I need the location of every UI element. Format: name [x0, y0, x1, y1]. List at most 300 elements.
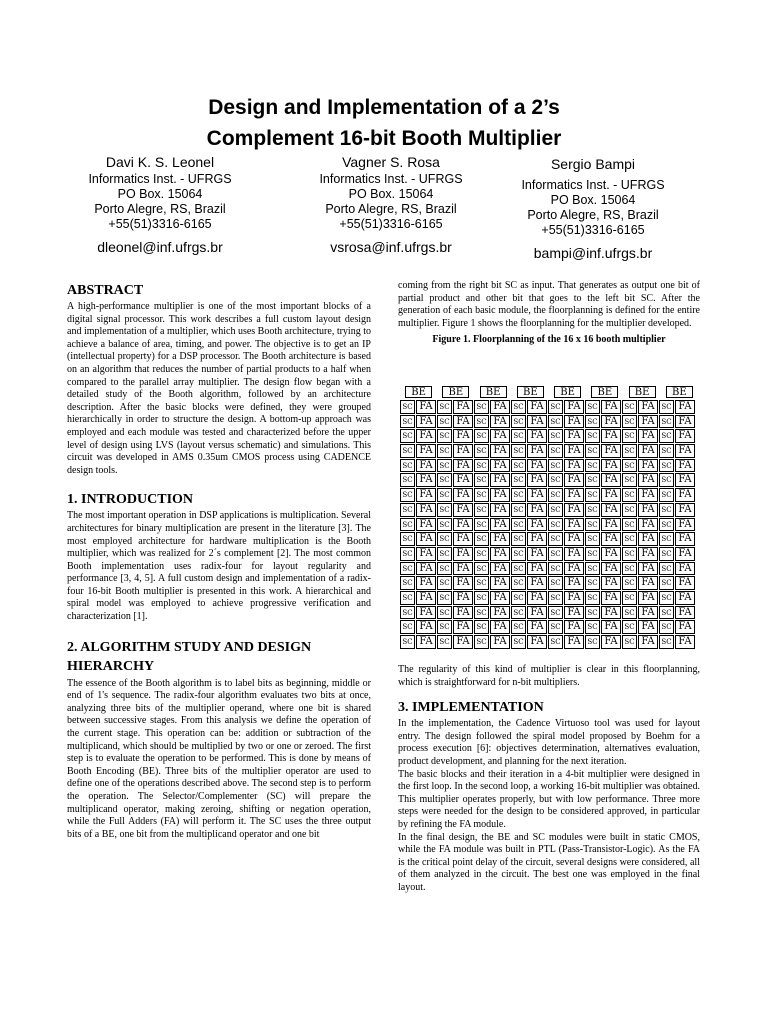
selector-complementer-cell: SC — [437, 532, 452, 546]
author-phone: +55(51)3316-6165 — [339, 217, 443, 231]
floorplan-row — [400, 606, 698, 621]
selector-complementer-cell: SC — [622, 620, 637, 634]
floorplan-row — [400, 459, 698, 474]
author-phone: +55(51)3316-6165 — [108, 217, 212, 231]
full-adder-cell: FA — [416, 459, 436, 473]
author-block-3 — [488, 155, 698, 262]
selector-complementer-cell: SC — [659, 635, 674, 649]
full-adder-cell: FA — [601, 532, 621, 546]
booth-encoder-block: BE — [629, 386, 656, 398]
full-adder-cell: FA — [564, 562, 584, 576]
selector-complementer-cell: SC — [437, 635, 452, 649]
selector-complementer-cell: SC — [511, 547, 526, 561]
author-phone: +55(51)3316-6165 — [541, 223, 645, 237]
selector-complementer-cell: SC — [622, 562, 637, 576]
full-adder-cell: FA — [638, 547, 658, 561]
selector-complementer-cell: SC — [548, 415, 563, 429]
selector-complementer-cell: SC — [474, 473, 489, 487]
full-adder-cell: FA — [601, 400, 621, 414]
full-adder-cell: FA — [453, 400, 473, 414]
full-adder-cell: FA — [527, 518, 547, 532]
full-adder-cell: FA — [453, 576, 473, 590]
full-adder-cell: FA — [675, 444, 695, 458]
author-email[interactable]: vsrosa@inf.ufrgs.br — [330, 239, 452, 255]
selector-complementer-cell: SC — [585, 429, 600, 443]
selector-complementer-cell: SC — [585, 488, 600, 502]
full-adder-cell: FA — [453, 620, 473, 634]
figure-caption: Figure 1. Floorplanning of the 16 x 16 booth multiplier — [432, 334, 666, 346]
author-email[interactable]: bampi@inf.ufrgs.br — [533, 245, 653, 261]
author-affiliation: Informatics Inst. - UFRGS — [521, 178, 665, 192]
selector-complementer-cell: SC — [437, 444, 452, 458]
full-adder-cell: FA — [490, 503, 510, 517]
full-adder-cell: FA — [601, 444, 621, 458]
full-adder-cell: FA — [453, 635, 473, 649]
floorplan-row — [400, 415, 698, 430]
full-adder-cell: FA — [453, 547, 473, 561]
full-adder-cell: FA — [416, 518, 436, 532]
full-adder-cell: FA — [675, 518, 695, 532]
selector-complementer-cell: SC — [659, 591, 674, 605]
full-adder-cell: FA — [601, 576, 621, 590]
full-adder-cell: FA — [564, 591, 584, 605]
full-adder-cell: FA — [527, 415, 547, 429]
selector-complementer-cell: SC — [400, 620, 415, 634]
selector-complementer-cell: SC — [437, 591, 452, 605]
full-adder-cell: FA — [527, 562, 547, 576]
full-adder-cell: FA — [675, 503, 695, 517]
full-adder-cell: FA — [564, 620, 584, 634]
selector-complementer-cell: SC — [622, 473, 637, 487]
full-adder-cell: FA — [564, 400, 584, 414]
author-po-box: PO Box. 15064 — [117, 187, 203, 201]
floorplan-row — [400, 488, 698, 503]
full-adder-cell: FA — [490, 459, 510, 473]
full-adder-cell: FA — [490, 518, 510, 532]
author-block-1 — [55, 153, 265, 256]
selector-complementer-cell: SC — [437, 459, 452, 473]
full-adder-cell: FA — [527, 503, 547, 517]
full-adder-cell: FA — [490, 532, 510, 546]
selector-complementer-cell: SC — [437, 503, 452, 517]
full-adder-cell: FA — [527, 429, 547, 443]
full-adder-cell: FA — [675, 488, 695, 502]
full-adder-cell: FA — [416, 591, 436, 605]
full-adder-cell: FA — [675, 415, 695, 429]
floorplan-row — [400, 576, 698, 591]
selector-complementer-cell: SC — [400, 488, 415, 502]
full-adder-cell: FA — [453, 503, 473, 517]
selector-complementer-cell: SC — [622, 444, 637, 458]
selector-complementer-cell: SC — [659, 562, 674, 576]
left-column — [67, 282, 371, 841]
introduction-text: The most important operation in DSP applications is multiplication. Several architectures for binary multiplication are present in the literature [3]. The most employed architecture for hardware multiplication is the Booth multiplier, which was realized for 2´s complement [2]. The most common Booth implementation uses radix-four for layout regularity and performance [3, 4, 5]. A full custom design and implementation of a radix-four 16-bit Booth multiplier is presented in this work. A hierarchical and spiral model was employed to achieve progressive verification and characterization [1]. — [67, 510, 371, 623]
full-adder-cell: FA — [527, 606, 547, 620]
selector-complementer-cell: SC — [585, 576, 600, 590]
abstract-text: A high-performance multiplier is one of the most important blocks of a digital signal processor. This work describes a full custom layout design and implementation of a multiplier, which uses Booth architecture, trying to achieve a balance of area, timing, and power. The objective is to get an IP (intellectual property) for a DSP processor. The Booth architecture is based on an algorithm that reduces the number of partial products to a half when compared to the parallel array multiplier. The design flow began with a detailed study of the Booth algorithm, followed by an architecture description. After the basic blocks were defined, they were grouped hierarchically in order to structure the design. A bottom-up approach was employed and each module was tested and characterized before the upper level of design using LVS (layout versus schematic) and simulations. This circuit was developed in AMS 0.35um CMOS process using CADENCE design tools. — [67, 301, 371, 476]
full-adder-cell: FA — [601, 473, 621, 487]
full-adder-cell: FA — [638, 429, 658, 443]
full-adder-cell: FA — [527, 576, 547, 590]
selector-complementer-cell: SC — [474, 635, 489, 649]
selector-complementer-cell: SC — [622, 415, 637, 429]
selector-complementer-cell: SC — [400, 415, 415, 429]
algorithm-text: The essence of the Booth algorithm is to label bits as beginning, middle or end of 1's sequence. The radix-four algorithm evaluates two bits at once, analyzing three bits of the multiplier operand, where one bit is shared between successive stages. From this analysis we define the operation of the current stage. This operation can be: addition or subtraction of the multiplicand, which should be multiplied by two or one or zeroed. The first step is to evaluate the operation to be performed. This is done by means of Booth Encoding (BE). Three bits of the multiplier operator are used to define one of the operations described above. The second step is to perform the operation. The Selector/Complementer (SC) will prepare the multiplicand operator, making zeroing, shifting or negation operation, while the Full Adders (FA) will perform it. The SC uses the three output bits of a BE, one bit from the multiplicand operator and one bit — [67, 677, 371, 840]
selector-complementer-cell: SC — [659, 620, 674, 634]
algorithm-heading: 2. ALGORITHM STUDY AND DESIGN HIERARCHY — [67, 639, 312, 674]
selector-complementer-cell: SC — [400, 562, 415, 576]
selector-complementer-cell: SC — [400, 429, 415, 443]
full-adder-cell: FA — [527, 620, 547, 634]
full-adder-cell: FA — [453, 532, 473, 546]
author-name: Davi K. S. Leonel — [105, 154, 215, 170]
algorithm-text-continued: coming from the right bit SC as input. That generates as output one bit of partial product and other bit that goes to the left bit SC. After the generation of each basic module, the floorplanning is defined for the entire multiplier. Figure 1 shows the floorplanning for the multiplier developed. — [398, 280, 700, 329]
full-adder-cell: FA — [527, 459, 547, 473]
full-adder-cell: FA — [675, 576, 695, 590]
full-adder-cell: FA — [416, 429, 436, 443]
selector-complementer-cell: SC — [659, 400, 674, 414]
author-name: Vagner S. Rosa — [342, 154, 440, 170]
full-adder-cell: FA — [675, 473, 695, 487]
selector-complementer-cell: SC — [659, 459, 674, 473]
author-name: Sergio Bampi — [550, 156, 636, 172]
implementation-paragraph-3: In the final design, the BE and SC modules were built in static CMOS, while the FA module was built in PTL (Pass-Transistor-Logic). As the FA is the critical point delay of the circuit, several designs were considered, all of them analyzed in the circuit. The best one was employed in the final layout. — [398, 831, 700, 893]
full-adder-cell: FA — [416, 532, 436, 546]
floorplan-row — [400, 503, 698, 518]
full-adder-cell: FA — [564, 606, 584, 620]
selector-complementer-cell: SC — [585, 606, 600, 620]
selector-complementer-cell: SC — [585, 518, 600, 532]
selector-complementer-cell: SC — [400, 576, 415, 590]
full-adder-cell: FA — [638, 503, 658, 517]
selector-complementer-cell: SC — [548, 635, 563, 649]
selector-complementer-cell: SC — [474, 400, 489, 414]
selector-complementer-cell: SC — [622, 459, 637, 473]
full-adder-cell: FA — [490, 444, 510, 458]
full-adder-cell: FA — [453, 488, 473, 502]
full-adder-cell: FA — [416, 620, 436, 634]
selector-complementer-cell: SC — [622, 429, 637, 443]
full-adder-cell: FA — [416, 444, 436, 458]
selector-complementer-cell: SC — [548, 488, 563, 502]
author-affiliation: Informatics Inst. - UFRGS — [88, 172, 232, 186]
full-adder-cell: FA — [638, 459, 658, 473]
selector-complementer-cell: SC — [511, 606, 526, 620]
author-po-box: PO Box. 15064 — [348, 187, 434, 201]
full-adder-cell: FA — [564, 429, 584, 443]
selector-complementer-cell: SC — [400, 547, 415, 561]
full-adder-cell: FA — [490, 576, 510, 590]
selector-complementer-cell: SC — [548, 400, 563, 414]
selector-complementer-cell: SC — [622, 635, 637, 649]
selector-complementer-cell: SC — [622, 591, 637, 605]
selector-complementer-cell: SC — [622, 576, 637, 590]
booth-encoder-block: BE — [442, 386, 469, 398]
selector-complementer-cell: SC — [437, 473, 452, 487]
booth-encoder-row — [400, 386, 698, 400]
booth-encoder-block: BE — [666, 386, 693, 398]
selector-complementer-cell: SC — [585, 562, 600, 576]
full-adder-cell: FA — [416, 415, 436, 429]
selector-complementer-cell: SC — [400, 459, 415, 473]
floorplan-row — [400, 429, 698, 444]
selector-complementer-cell: SC — [622, 518, 637, 532]
paper-title — [60, 92, 708, 154]
selector-complementer-cell: SC — [659, 547, 674, 561]
implementation-paragraph-2: The basic blocks and their iteration in a 4-bit multiplier were designed in the first loop. In the second loop, a working 16-bit multiplier was obtained. This multiplier operates properly, but with low performance. Three more steps were needed for the design to be considered approved, in particular by refining the FA module. — [398, 768, 700, 830]
selector-complementer-cell: SC — [400, 635, 415, 649]
selector-complementer-cell: SC — [548, 576, 563, 590]
selector-complementer-cell: SC — [511, 429, 526, 443]
selector-complementer-cell: SC — [511, 503, 526, 517]
selector-complementer-cell: SC — [548, 532, 563, 546]
full-adder-cell: FA — [675, 547, 695, 561]
selector-complementer-cell: SC — [437, 547, 452, 561]
selector-complementer-cell: SC — [511, 459, 526, 473]
selector-complementer-cell: SC — [437, 518, 452, 532]
full-adder-cell: FA — [675, 620, 695, 634]
figure-description: The regularity of this kind of multiplier is clear in this floorplanning, which is straightforward for n-bit multipliers. — [398, 664, 700, 688]
selector-complementer-cell: SC — [437, 576, 452, 590]
selector-complementer-cell: SC — [548, 518, 563, 532]
selector-complementer-cell: SC — [474, 562, 489, 576]
selector-complementer-cell: SC — [437, 400, 452, 414]
full-adder-cell: FA — [564, 635, 584, 649]
selector-complementer-cell: SC — [585, 532, 600, 546]
selector-complementer-cell: SC — [585, 415, 600, 429]
full-adder-cell: FA — [601, 620, 621, 634]
full-adder-cell: FA — [564, 459, 584, 473]
selector-complementer-cell: SC — [511, 488, 526, 502]
selector-complementer-cell: SC — [585, 635, 600, 649]
author-affiliation: Informatics Inst. - UFRGS — [319, 172, 463, 186]
author-city: Porto Alegre, RS, Brazil — [527, 208, 659, 222]
full-adder-cell: FA — [527, 473, 547, 487]
full-adder-cell: FA — [416, 503, 436, 517]
selector-complementer-cell: SC — [659, 444, 674, 458]
full-adder-cell: FA — [527, 591, 547, 605]
floorplan-row — [400, 620, 698, 635]
full-adder-cell: FA — [638, 488, 658, 502]
selector-complementer-cell: SC — [400, 444, 415, 458]
full-adder-cell: FA — [527, 547, 547, 561]
full-adder-cell: FA — [638, 562, 658, 576]
full-adder-cell: FA — [564, 532, 584, 546]
selector-complementer-cell: SC — [474, 620, 489, 634]
selector-complementer-cell: SC — [622, 606, 637, 620]
full-adder-cell: FA — [453, 429, 473, 443]
floorplan-row — [400, 547, 698, 562]
full-adder-cell: FA — [675, 562, 695, 576]
selector-complementer-cell: SC — [474, 415, 489, 429]
full-adder-cell: FA — [638, 591, 658, 605]
title-line-1: Design and Implementation of a 2’s — [208, 96, 560, 119]
selector-complementer-cell: SC — [622, 547, 637, 561]
selector-complementer-cell: SC — [659, 503, 674, 517]
full-adder-cell: FA — [638, 620, 658, 634]
booth-encoder-block: BE — [405, 386, 432, 398]
full-adder-cell: FA — [416, 606, 436, 620]
full-adder-cell: FA — [675, 400, 695, 414]
selector-complementer-cell: SC — [511, 591, 526, 605]
full-adder-cell: FA — [675, 591, 695, 605]
selector-complementer-cell: SC — [474, 547, 489, 561]
selector-complementer-cell: SC — [511, 473, 526, 487]
full-adder-cell: FA — [601, 562, 621, 576]
full-adder-cell: FA — [564, 415, 584, 429]
selector-complementer-cell: SC — [400, 606, 415, 620]
full-adder-cell: FA — [675, 532, 695, 546]
full-adder-cell: FA — [527, 444, 547, 458]
full-adder-cell: FA — [601, 459, 621, 473]
selector-complementer-cell: SC — [437, 606, 452, 620]
full-adder-cell: FA — [638, 606, 658, 620]
full-adder-cell: FA — [638, 473, 658, 487]
full-adder-cell: FA — [601, 635, 621, 649]
full-adder-cell: FA — [638, 518, 658, 532]
selector-complementer-cell: SC — [659, 488, 674, 502]
selector-complementer-cell: SC — [548, 547, 563, 561]
full-adder-cell: FA — [638, 444, 658, 458]
full-adder-cell: FA — [490, 473, 510, 487]
selector-complementer-cell: SC — [474, 503, 489, 517]
full-adder-cell: FA — [490, 591, 510, 605]
full-adder-cell: FA — [527, 400, 547, 414]
full-adder-cell: FA — [453, 473, 473, 487]
selector-complementer-cell: SC — [585, 503, 600, 517]
full-adder-cell: FA — [564, 547, 584, 561]
booth-encoder-block: BE — [517, 386, 544, 398]
full-adder-cell: FA — [675, 606, 695, 620]
selector-complementer-cell: SC — [585, 473, 600, 487]
full-adder-cell: FA — [564, 576, 584, 590]
full-adder-cell: FA — [601, 429, 621, 443]
selector-complementer-cell: SC — [548, 444, 563, 458]
selector-complementer-cell: SC — [585, 400, 600, 414]
selector-complementer-cell: SC — [474, 606, 489, 620]
full-adder-cell: FA — [490, 547, 510, 561]
full-adder-cell: FA — [453, 444, 473, 458]
implementation-paragraph-1: In the implementation, the Cadence Virtuoso tool was used for layout entry. The design followed the spiral model proposed by Boehm for a process execution [6]: objectives determination, alternatives evaluation, product development, and planning for the next iteration. — [398, 718, 700, 767]
selector-complementer-cell: SC — [548, 606, 563, 620]
selector-complementer-cell: SC — [548, 503, 563, 517]
full-adder-cell: FA — [453, 562, 473, 576]
full-adder-cell: FA — [564, 488, 584, 502]
full-adder-cell: FA — [453, 518, 473, 532]
full-adder-cell: FA — [675, 635, 695, 649]
right-column-top — [398, 280, 700, 347]
selector-complementer-cell: SC — [474, 444, 489, 458]
selector-complementer-cell: SC — [659, 576, 674, 590]
selector-complementer-cell: SC — [622, 503, 637, 517]
floorplan-row — [400, 518, 698, 533]
selector-complementer-cell: SC — [548, 473, 563, 487]
full-adder-cell: FA — [453, 606, 473, 620]
selector-complementer-cell: SC — [400, 591, 415, 605]
full-adder-cell: FA — [527, 635, 547, 649]
author-city: Porto Alegre, RS, Brazil — [94, 202, 226, 216]
selector-complementer-cell: SC — [511, 576, 526, 590]
selector-complementer-cell: SC — [585, 459, 600, 473]
selector-complementer-cell: SC — [659, 415, 674, 429]
selector-complementer-cell: SC — [511, 444, 526, 458]
full-adder-cell: FA — [638, 576, 658, 590]
full-adder-cell: FA — [564, 503, 584, 517]
selector-complementer-cell: SC — [548, 459, 563, 473]
selector-complementer-cell: SC — [437, 429, 452, 443]
selector-complementer-cell: SC — [548, 620, 563, 634]
full-adder-cell: FA — [601, 518, 621, 532]
full-adder-cell: FA — [527, 532, 547, 546]
booth-encoder-block: BE — [480, 386, 507, 398]
floorplan-row — [400, 562, 698, 577]
selector-complementer-cell: SC — [511, 635, 526, 649]
full-adder-cell: FA — [527, 488, 547, 502]
full-adder-cell: FA — [453, 459, 473, 473]
full-adder-cell: FA — [564, 518, 584, 532]
selector-complementer-cell: SC — [437, 620, 452, 634]
selector-complementer-cell: SC — [437, 488, 452, 502]
floorplan-row — [400, 532, 698, 547]
full-adder-cell: FA — [601, 503, 621, 517]
selector-complementer-cell: SC — [622, 400, 637, 414]
full-adder-cell: FA — [601, 488, 621, 502]
author-email[interactable]: dleonel@inf.ufrgs.br — [97, 239, 223, 255]
full-adder-cell: FA — [490, 429, 510, 443]
full-adder-cell: FA — [638, 415, 658, 429]
selector-complementer-cell: SC — [400, 532, 415, 546]
full-adder-cell: FA — [601, 591, 621, 605]
full-adder-cell: FA — [416, 547, 436, 561]
selector-complementer-cell: SC — [659, 518, 674, 532]
full-adder-cell: FA — [601, 547, 621, 561]
selector-complementer-cell: SC — [511, 415, 526, 429]
selector-complementer-cell: SC — [474, 488, 489, 502]
selector-complementer-cell: SC — [622, 488, 637, 502]
selector-complementer-cell: SC — [400, 473, 415, 487]
booth-encoder-block: BE — [554, 386, 581, 398]
selector-complementer-cell: SC — [474, 429, 489, 443]
title-line-2: Complement 16-bit Booth Multiplier — [206, 127, 562, 150]
selector-complementer-cell: SC — [659, 473, 674, 487]
author-po-box: PO Box. 15064 — [550, 193, 636, 207]
full-adder-cell: FA — [416, 400, 436, 414]
full-adder-cell: FA — [601, 606, 621, 620]
right-column-bottom — [398, 664, 700, 895]
floorplan-row — [400, 473, 698, 488]
selector-complementer-cell: SC — [659, 532, 674, 546]
selector-complementer-cell: SC — [511, 620, 526, 634]
selector-complementer-cell: SC — [511, 562, 526, 576]
floorplan-figure — [400, 386, 698, 662]
selector-complementer-cell: SC — [659, 606, 674, 620]
introduction-heading: 1. INTRODUCTION — [67, 492, 194, 508]
floorplan-row — [400, 635, 698, 650]
selector-complementer-cell: SC — [585, 547, 600, 561]
full-adder-cell: FA — [490, 415, 510, 429]
selector-complementer-cell: SC — [585, 444, 600, 458]
full-adder-cell: FA — [416, 473, 436, 487]
full-adder-cell: FA — [675, 459, 695, 473]
selector-complementer-cell: SC — [474, 591, 489, 605]
selector-complementer-cell: SC — [622, 532, 637, 546]
selector-complementer-cell: SC — [659, 429, 674, 443]
selector-complementer-cell: SC — [548, 562, 563, 576]
selector-complementer-cell: SC — [400, 400, 415, 414]
full-adder-cell: FA — [490, 400, 510, 414]
floorplan-row — [400, 591, 698, 606]
full-adder-cell: FA — [564, 473, 584, 487]
